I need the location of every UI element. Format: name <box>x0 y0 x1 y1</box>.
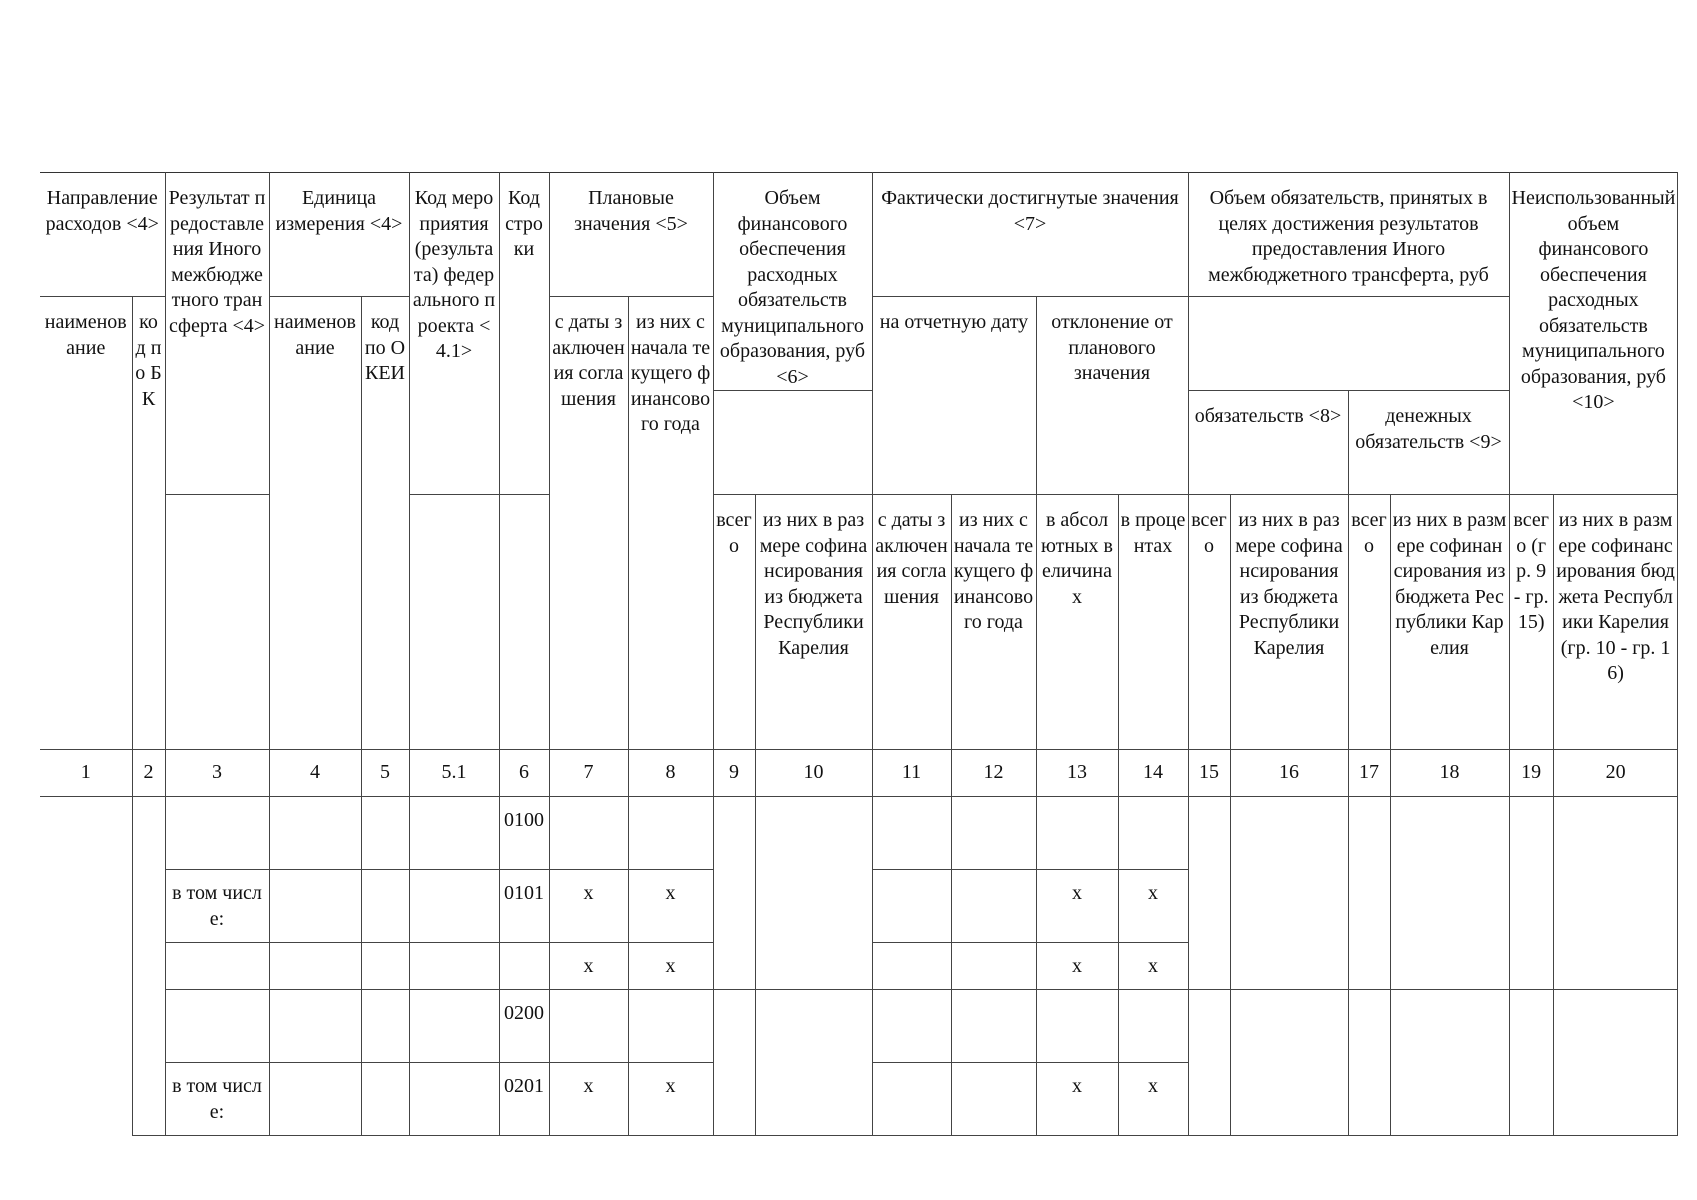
fact-agreement-cell <box>872 943 951 990</box>
unused-total-cell <box>1509 797 1553 990</box>
volume-total-cell <box>713 797 755 990</box>
volume-total-cell <box>713 990 755 1136</box>
obligations-cofinancing-cell <box>1230 797 1348 990</box>
header-event-spacer <box>409 495 499 750</box>
header-unused-cofinancing: из них в размере софинансирования бюджета Республики Карелия (гр. 10 - гр. 16) <box>1553 495 1678 750</box>
fact-agreement-cell <box>872 990 951 1063</box>
header-plan-this-year: из них с начала текущего финансового года <box>628 297 713 750</box>
header-obligations-spacer <box>1188 297 1509 391</box>
header-code-spacer <box>499 495 549 750</box>
event-code-cell <box>409 1063 499 1136</box>
obligations-total-cell <box>1188 990 1230 1136</box>
unit-code-cell <box>361 943 409 990</box>
column-number: 9 <box>713 750 755 797</box>
column-number: 10 <box>755 750 872 797</box>
table-row <box>40 990 1678 1063</box>
table-row <box>40 797 1678 870</box>
header-obligations-a-total: всего <box>1188 495 1230 750</box>
column-number: 5.1 <box>409 750 499 797</box>
header-row-code: Код строки <box>499 173 549 495</box>
unit-code-cell <box>361 870 409 943</box>
money-obligations-cofinancing-cell <box>1390 797 1509 990</box>
deviation-absolute-cell <box>1036 990 1118 1063</box>
obligations-cofinancing-cell <box>1230 990 1348 1136</box>
fact-year-cell <box>951 797 1036 870</box>
deviation-absolute-cell: x <box>1036 870 1118 943</box>
result-cell <box>165 990 269 1063</box>
plan-agreement-cell: x <box>549 943 628 990</box>
fact-year-cell <box>951 990 1036 1063</box>
plan-agreement-cell <box>549 797 628 870</box>
header-fact-from-agreement: с даты заключения соглашения <box>872 495 951 750</box>
header-obligations: Объем обязательств, принятых в целях достижения результатов предоставления Иного межбюджетного трансферта, руб <box>1188 173 1509 297</box>
unit-name-cell <box>269 943 361 990</box>
header-fact-on-date: на отчетную дату <box>872 297 1036 495</box>
report-table <box>40 172 1678 1136</box>
money-obligations-total-cell <box>1348 990 1390 1136</box>
header-fact: Фактически достигнутые значения <7> <box>872 173 1188 297</box>
event-code-cell <box>409 870 499 943</box>
column-number: 15 <box>1188 750 1230 797</box>
column-number: 11 <box>872 750 951 797</box>
header-result: Результат предоставления Иного межбюджетного трансферта <4> <box>165 173 269 495</box>
money-obligations-total-cell <box>1348 797 1390 990</box>
unit-name-cell <box>269 990 361 1063</box>
header-direction: Направление расходов <4> <box>40 173 165 297</box>
row-code-cell: 0100 <box>499 797 549 870</box>
header-obligations-b-total: всего <box>1348 495 1390 750</box>
column-number: 3 <box>165 750 269 797</box>
unused-total-cell <box>1509 990 1553 1136</box>
fact-agreement-cell <box>872 1063 951 1136</box>
unit-code-cell <box>361 1063 409 1136</box>
column-number: 2 <box>132 750 165 797</box>
plan-agreement-cell <box>549 990 628 1063</box>
deviation-absolute-cell: x <box>1036 943 1118 990</box>
row-code-cell <box>499 943 549 990</box>
deviation-percent-cell: x <box>1118 1063 1188 1136</box>
result-cell: в том числе: <box>165 870 269 943</box>
fact-year-cell <box>951 1063 1036 1136</box>
column-number: 16 <box>1230 750 1348 797</box>
unit-name-cell <box>269 870 361 943</box>
fact-year-cell <box>951 870 1036 943</box>
plan-year-cell <box>628 990 713 1063</box>
plan-agreement-cell: x <box>549 1063 628 1136</box>
event-code-cell <box>409 943 499 990</box>
deviation-percent-cell: x <box>1118 943 1188 990</box>
result-cell: в том числе: <box>165 1063 269 1136</box>
deviation-percent-cell <box>1118 990 1188 1063</box>
unit-name-cell <box>269 1063 361 1136</box>
event-code-cell <box>409 797 499 870</box>
header-result-spacer <box>165 495 269 750</box>
event-code-cell <box>409 990 499 1063</box>
direction-code-cell <box>132 797 165 1136</box>
unused-cofinancing-cell <box>1553 797 1678 990</box>
column-number: 14 <box>1118 750 1188 797</box>
header-volume: Объем финансового обеспечения расходных обязательств муниципального образования, руб <6> <box>713 173 872 391</box>
header-direction-code: код по БК <box>132 297 165 750</box>
plan-year-cell <box>628 797 713 870</box>
plan-agreement-cell: x <box>549 870 628 943</box>
column-number: 13 <box>1036 750 1118 797</box>
fact-year-cell <box>951 943 1036 990</box>
plan-year-cell: x <box>628 1063 713 1136</box>
header-obligations-a: обязательств <8> <box>1188 391 1348 495</box>
column-number: 17 <box>1348 750 1390 797</box>
result-cell <box>165 797 269 870</box>
fact-agreement-cell <box>872 870 951 943</box>
plan-year-cell: x <box>628 943 713 990</box>
volume-cofinancing-cell <box>755 990 872 1136</box>
column-number: 5 <box>361 750 409 797</box>
row-code-cell: 0101 <box>499 870 549 943</box>
header-volume-total: всего <box>713 495 755 750</box>
header-direction-name: наименование <box>40 297 132 750</box>
header-obligations-b-cofinancing: из них в размере софинансирования из бюджета Республики Карелия <box>1390 495 1509 750</box>
deviation-absolute-cell <box>1036 797 1118 870</box>
header-volume-spacer <box>713 391 872 495</box>
column-number: 4 <box>269 750 361 797</box>
volume-cofinancing-cell <box>755 797 872 990</box>
unused-cofinancing-cell <box>1553 990 1678 1136</box>
header-volume-cofinancing: из них в размере софинансирования из бюджета Республики Карелия <box>755 495 872 750</box>
deviation-percent-cell: x <box>1118 870 1188 943</box>
direction-name-cell <box>40 797 132 1136</box>
column-number: 20 <box>1553 750 1678 797</box>
plan-year-cell: x <box>628 870 713 943</box>
result-cell <box>165 943 269 990</box>
money-obligations-cofinancing-cell <box>1390 990 1509 1136</box>
header-event-code: Код мероприятия (результата) федерального проекта <4.1> <box>409 173 499 495</box>
obligations-total-cell <box>1188 797 1230 990</box>
column-number: 19 <box>1509 750 1553 797</box>
header-unused-total: всего (гр. 9 - гр. 15) <box>1509 495 1553 750</box>
unit-name-cell <box>269 797 361 870</box>
unit-code-cell <box>361 797 409 870</box>
header-unit: Единица измерения <4> <box>269 173 409 297</box>
header-fact-this-year: из них с начала текущего финансового года <box>951 495 1036 750</box>
column-number-row <box>40 750 1678 797</box>
header-unit-name: наименование <box>269 297 361 750</box>
row-code-cell: 0200 <box>499 990 549 1063</box>
header-obligations-b: денежных обязательств <9> <box>1348 391 1509 495</box>
row-code-cell: 0201 <box>499 1063 549 1136</box>
header-deviation-percent: в процентах <box>1118 495 1188 750</box>
header-fact-deviation: отклонение от планового значения <box>1036 297 1188 495</box>
column-number: 7 <box>549 750 628 797</box>
column-number: 1 <box>40 750 132 797</box>
header-plan-from-agreement: с даты заключения соглашения <box>549 297 628 750</box>
column-number: 18 <box>1390 750 1509 797</box>
column-number: 8 <box>628 750 713 797</box>
header-plan: Плановые значения <5> <box>549 173 713 297</box>
header-unit-code: код по ОКЕИ <box>361 297 409 750</box>
column-number: 12 <box>951 750 1036 797</box>
header-obligations-a-cofinancing: из них в размере софинансирования из бюджета Республики Карелия <box>1230 495 1348 750</box>
deviation-absolute-cell: x <box>1036 1063 1118 1136</box>
deviation-percent-cell <box>1118 797 1188 870</box>
unit-code-cell <box>361 990 409 1063</box>
fact-agreement-cell <box>872 797 951 870</box>
column-number: 6 <box>499 750 549 797</box>
header-unused: Неиспользованный объем финансового обеспечения расходных обязательств муниципального образования, руб <10> <box>1509 173 1678 495</box>
header-deviation-absolute: в абсолютных величинах <box>1036 495 1118 750</box>
